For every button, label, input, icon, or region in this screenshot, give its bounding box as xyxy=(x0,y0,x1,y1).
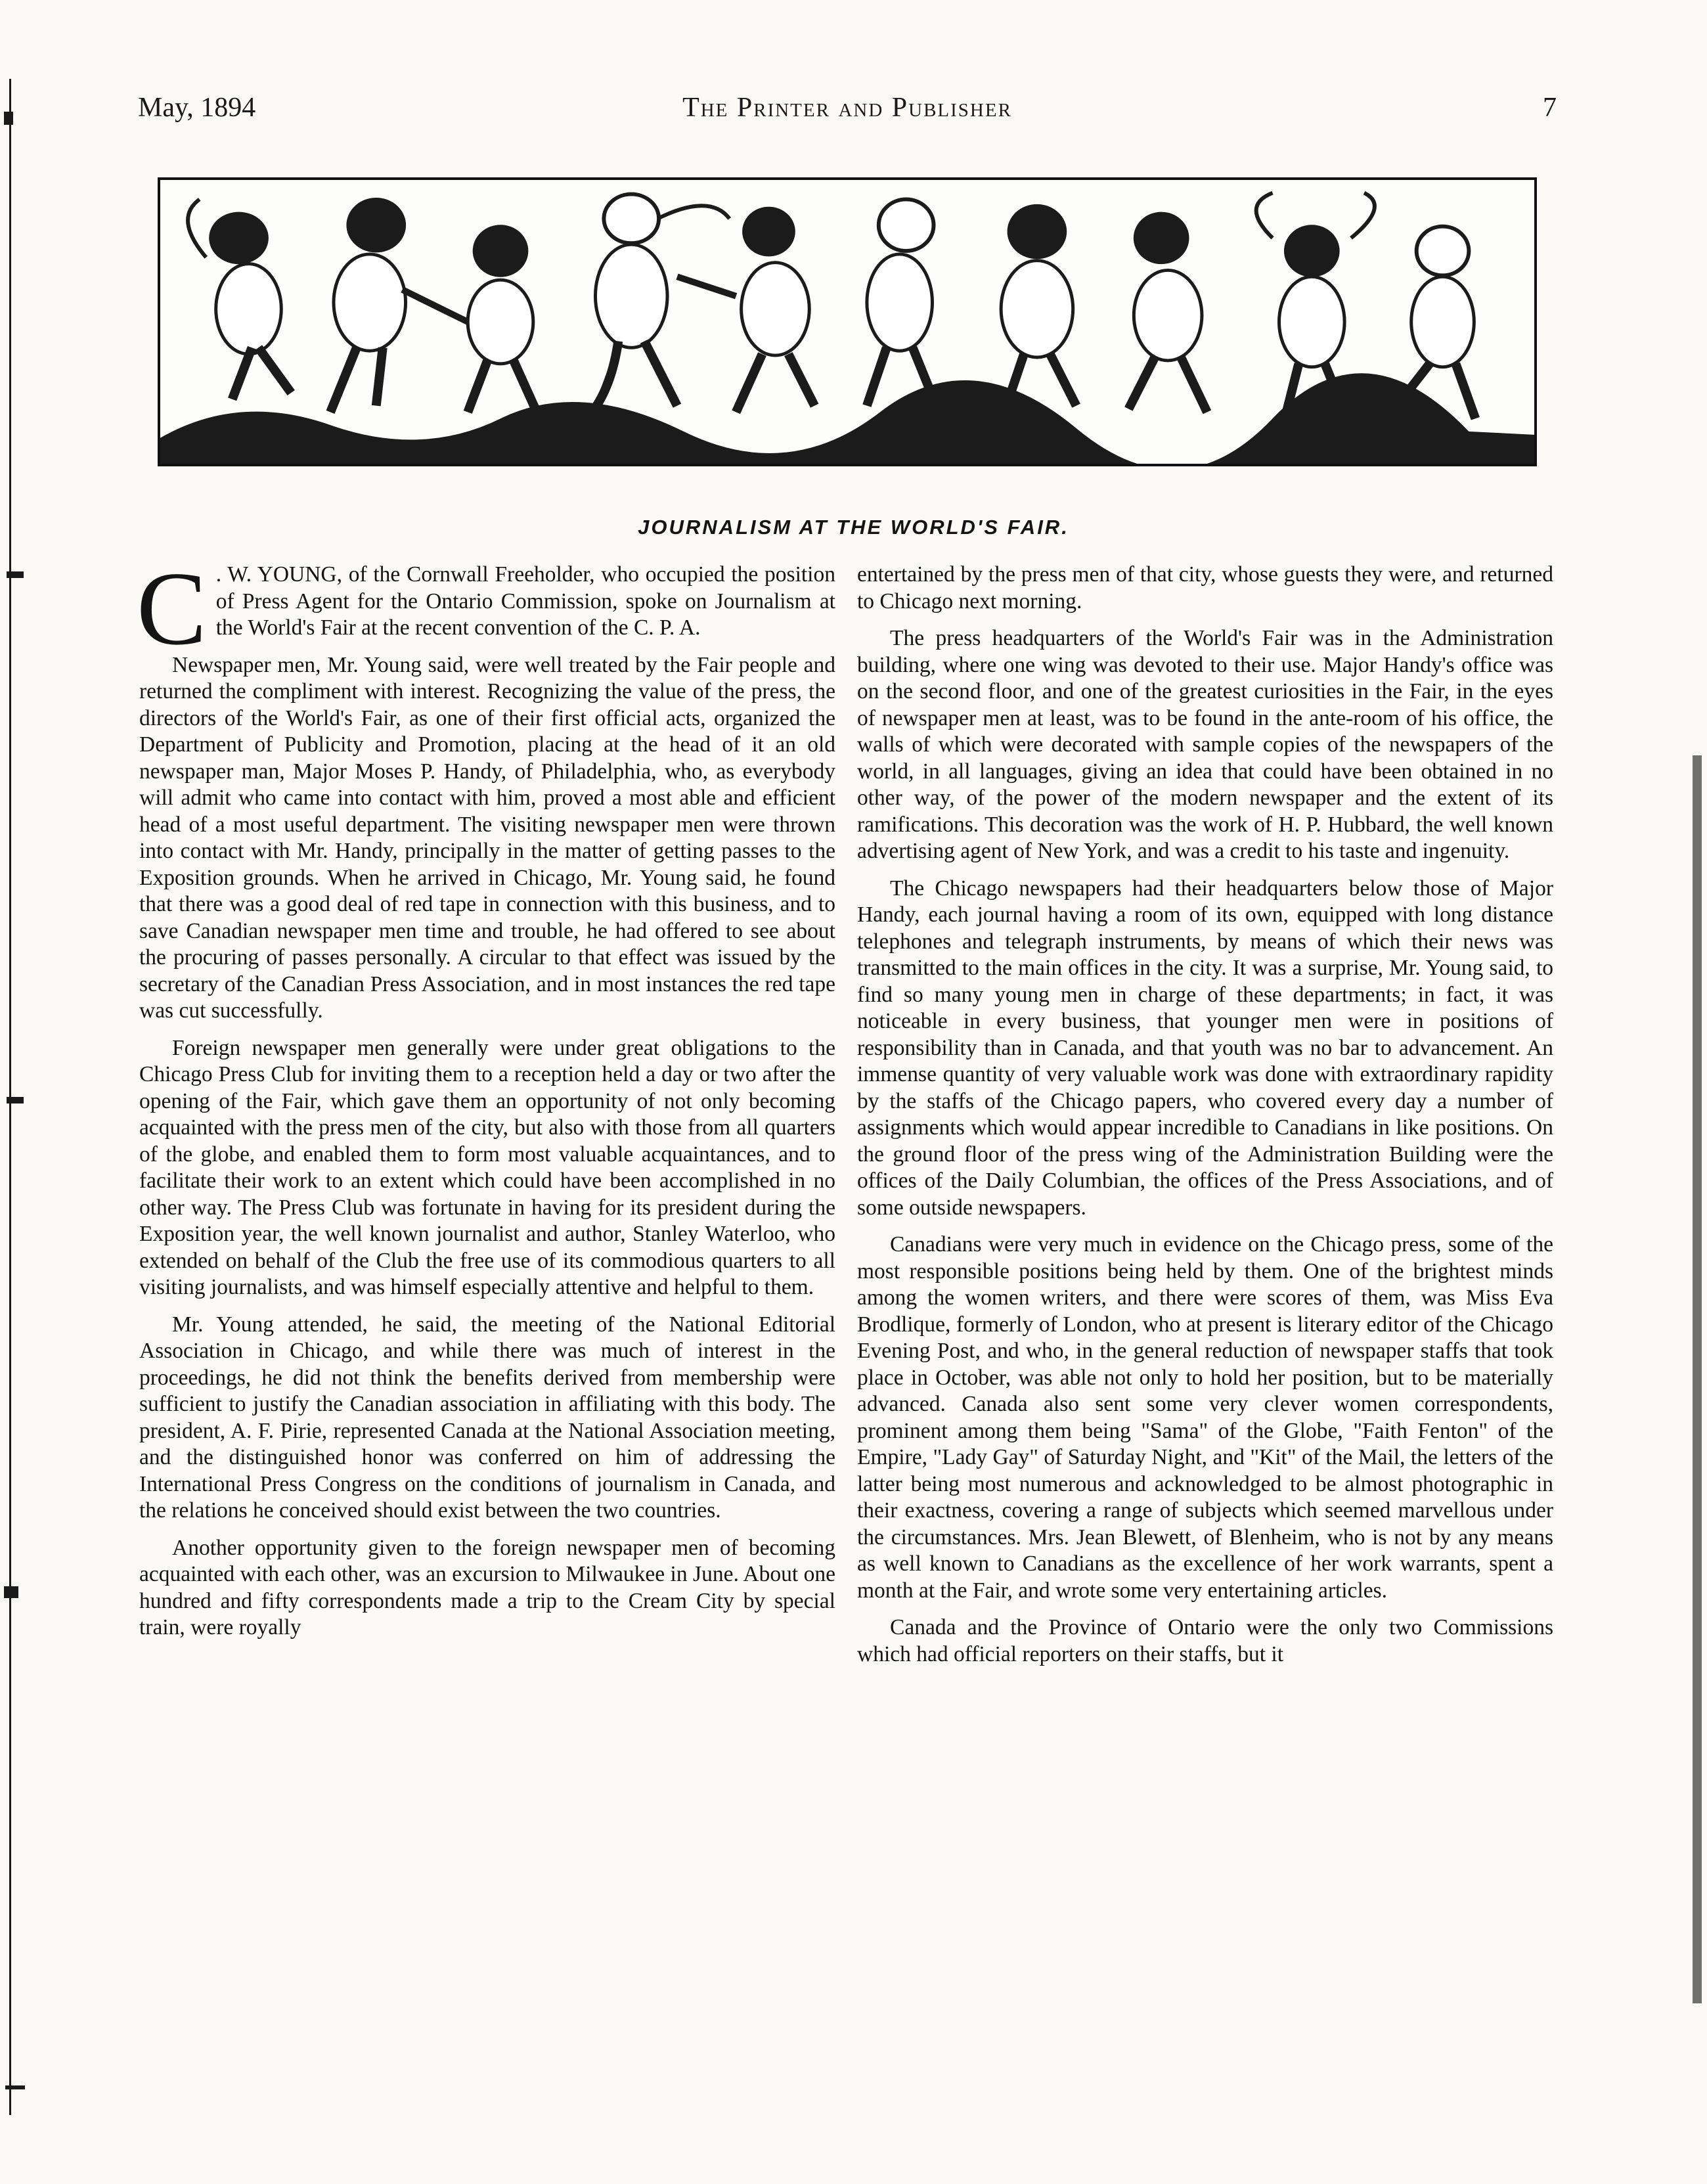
running-header xyxy=(138,92,1557,131)
article-left-column xyxy=(137,550,835,1652)
article-paragraph: C . W. YOUNG, of the Cornwall Freeholder, who occupied the position of Press Agent for the Ontario Commission, spoke on Journalism at the World's Fair at the recent convention of the C. P. A. xyxy=(137,550,835,667)
article-paragraph: Mr. Young attended, he said, the meeting of the National Editorial Association in Chicago, and while there was much of interest in the proceedings, he did not think the benefits derived from membership were sufficient to justify the Canadian association in affiliating with this body. The president, A. F. Pirie, represented Canada at the National Association meeting, and the distinguished honor was conferred on him of addressing the International Press Congress on the conditions of journalism in Canada, and the relations he conceived should exist between the two countries. xyxy=(139,1312,835,1523)
cherubs-banner xyxy=(158,177,1537,466)
page-number: 7 xyxy=(1543,93,1557,123)
article-paragraph: Another opportunity given to the foreign newspaper men of becoming acquainted with each other, was an excursion to Milwaukee in June. About one hundred and fifty correspondents made a trip to the Cream City by special train, were royally xyxy=(139,1535,835,1639)
dancing-cherubs-illustration-icon xyxy=(160,180,1534,464)
article-paragraph: The Chicago newspapers had their headquarters below those of Major Handy, each journal having a room of its own, equipped with long distance telephones and telegraph instruments, by means of which their news was transmitted to the main offices in the city. It was a surprise, Mr. Young said, to find so many young men in charge of these departments; in fact, it was noticeable in every business, that younger men were in positions of responsibility than in Canada, and that youth was no bar to advancement. An immense quantity of very valuable work was done with extraordinary rapidity by the staffs of the Chicago papers, who covered every day a number of assignments which would appear incredible to Canadians in like positions. On the ground floor of the press wing of the Administration Building were the offices of the Daily Columbian, the offices of the Press Associations, and of some outside newspapers. xyxy=(857,876,1553,1220)
issue-date: May, 1894 xyxy=(138,93,256,123)
article-paragraph: Foreign newspaper men generally were under great obligations to the Chicago Press Club for inviting them to a reception held a day or two after the opening of the Fair, which gave them an opportunity of not only becoming acquainted with the press men of the city, but also with those from all quarters of the globe, and enabled them to form most valuable acquaintances, and to facilitate their work to an extent which could have been accomplished in no other way. The Press Club was fortunate in having for its president during the Exposition year, the well known journalist and author, Stanley Waterloo, who extended on behalf of the Club the free use of its commodious quarters to all visiting journalists, and was himself especially attentive and helpful to them. xyxy=(139,1035,835,1299)
article-paragraph: Canada and the Province of Ontario were the only two Commissions which had official reporters on their staffs, but it xyxy=(857,1615,1553,1666)
right-margin-scan-marks xyxy=(1681,755,1707,2003)
left-margin-scan-marks xyxy=(0,0,26,2184)
drop-cap: C xyxy=(137,550,207,667)
journal-title: The Printer and Publisher xyxy=(682,93,1012,123)
article-right-column xyxy=(857,562,1553,1678)
article-paragraph: entertained by the press men of that city, whose guests they were, and returned to Chicago next morning. xyxy=(857,562,1553,613)
article-paragraph: Newspaper men, Mr. Young said, were well treated by the Fair people and returned the compliment with interest. Recognizing the value of the press, the directors of the World's Fair, as one of their first official acts, organized the Department of Publicity and Promotion, placing at the head of it an old newspaper man, Major Moses P. Handy, of Philadelphia, who, as everybody will admit who came into contact with him, proved a most able and efficient head of a most useful department. The visiting newspaper men were thrown into contact with Mr. Handy, principally in the matter of getting passes to the Exposition grounds. When he arrived in Chicago, Mr. Young said, he found that there was a good deal of red tape in connection with this business, and to save Canadian newspaper men time and trouble, he had offered to see about the procuring of passes personally. A circular to that effect was issued by the secretary of the Canadian Press Association, and in most instances the red tape was cut successfully. xyxy=(139,652,835,1023)
article-headline: JOURNALISM AT THE WORLD'S FAIR. xyxy=(638,516,1069,539)
article-paragraph: The press headquarters of the World's Fair was in the Administration building, where one wing was devoted to their use. Major Handy's office was on the second floor, and one of the greatest curiosities in the Fair, in the eyes of newspaper men at least, was to be found in the ante-room of his office, the walls of which were decorated with sample copies of the newspapers of the world, in all languages, giving an idea that could have been obtained in no other way, of the power of the modern newspaper and the extent of its ramifications. This decoration was the work of H. P. Hubbard, the well known advertising agent of New York, and was a credit to his taste and ingenuity. xyxy=(857,626,1553,863)
article-paragraph: Canadians were very much in evidence on the Chicago press, some of the most responsible positions being held by them. One of the brightest minds among the women writers, and there were scores of them, was Miss Eva Brodlique, formerly of London, who at present is literary editor of the Chicago Evening Post, and who, in the general reduction of newspaper staffs that took place in October, was able not only to hold her position, but to be materially advanced. Canada also sent some very clever women correspondents, prominent among them being "Sama" of the Globe, "Faith Fenton" of the Empire, "Lady Gay" of Saturday Night, and "Kit" of the Mail, the letters of the latter being most numerous and acknowledged to be almost photographic in their exactness, covering a range of subjects which seemed marvellous under the circumstances. Mrs. Jean Blewett, of Blenheim, who is not by any means as well known to Canadians as the excellence of her work warrants, spent a month at the Fair, and wrote some very entertaining articles. xyxy=(857,1232,1553,1603)
